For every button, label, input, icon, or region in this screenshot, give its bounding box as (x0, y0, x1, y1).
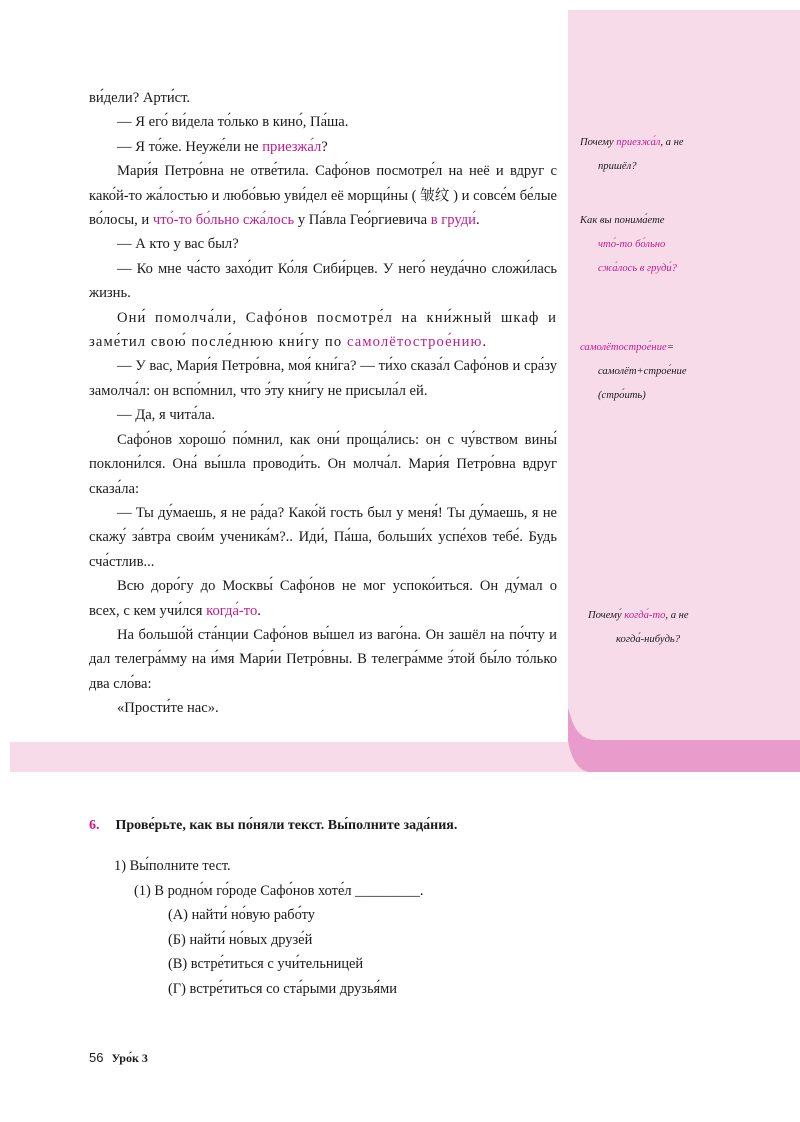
page-footer (89, 1050, 148, 1066)
note-text: , а не (665, 610, 689, 621)
exercise-questions (114, 854, 423, 1002)
note-line: (стро́ить) (598, 390, 646, 401)
note-line: Как вы понима́ете (580, 215, 665, 226)
margin-note-4 (588, 604, 689, 652)
note-line: когда́-нибудь? (616, 634, 681, 645)
story-text (89, 86, 557, 721)
note-line (580, 131, 684, 155)
answer-option: (А) найти́ но́вую рабо́ту (168, 907, 315, 924)
note-highlight: самолётострое́ние (580, 342, 667, 353)
story-text-run: . (482, 334, 488, 351)
subtask-label: 1) Вы́полните тест. (114, 858, 231, 874)
story-text-run: Всю доро́гу до Москвы́ Сафо́нов не мог успоко́иться. Он ду́мал о всех, с кем учи́лся (89, 578, 557, 619)
note-highlight: что́-то бо́льно (598, 239, 666, 250)
story-line: — А кто у вас был? (117, 236, 239, 253)
highlight-phrase: что́-то бо́льно сжа́лось (152, 212, 295, 229)
story-paragraph: — Ко мне ча́сто захо́дит Ко́ля Сиби́рцев. У него́ неуда́чно сложи́лась жизнь. (89, 260, 557, 302)
story-text-run: ? (321, 138, 328, 155)
note-text: Почему́ (588, 610, 625, 621)
story-line: «Прости́те нас». (117, 700, 219, 717)
highlight-word: самолётострое́нию (347, 334, 483, 351)
note-line (580, 336, 687, 360)
note-line: самолёт+строе́ние (598, 366, 687, 377)
story-text-run: . (475, 212, 480, 229)
margin-note-3 (580, 336, 687, 408)
note-highlight: когда́-то (624, 610, 666, 621)
note-text: = (666, 342, 674, 353)
exercise-heading (89, 818, 457, 834)
highlight-phrase: в груди́ (430, 212, 476, 229)
decorative-band (10, 742, 576, 772)
story-line (89, 135, 557, 159)
story-paragraph: На большо́й ста́нции Сафо́нов вы́шел из ваго́на. Он зашёл на по́чту и дал телегра́мму на и́мя Мари́и Петро́вны. В телегра́мме э́той бы́ло то́лько два сло́ва: (89, 626, 557, 692)
story-paragraph: — Ты ду́маешь, я не ра́да? Како́й гость был у меня́! Ты ду́маешь, я не скажу́ за́втра свои́м ученика́м?.. Иди́, Па́ша, больши́х успе́хов тебе́. Будь сча́стлив... (89, 504, 557, 570)
note-text: Почему (580, 137, 617, 148)
margin-note-1 (580, 131, 684, 179)
story-text-run: Мари́я Петро́вна не отве́тила. Сафо́нов посмотре́л на неё и вдруг с како́й-то жа́лостью и любо́вью уви́дел её морщи́ны ( 皱纹 ) и совсе́м бе́лые во́лосы, и (89, 163, 557, 229)
story-text-run: у Па́вла Гео́ргиевича (294, 212, 431, 229)
page-number: 56 (89, 1050, 104, 1065)
exercise-number: 6. (89, 818, 100, 833)
answer-option: (Б) найти́ но́вых друзе́й (168, 931, 313, 948)
note-line: пришёл? (598, 161, 637, 172)
story-text-run: . (257, 602, 261, 619)
exercise-title: Прове́рьте, как вы по́няли текст. Вы́полните зада́ния. (115, 818, 458, 833)
note-text: , а не (660, 137, 684, 148)
note-highlight: сжа́лось в груди́? (598, 263, 677, 274)
story-paragraph: Сафо́нов хорошо́ по́мнил, как они́ проща́лись: он с чу́вством вины́ поклони́лся. Она́ вы́шла проводи́ть. Он молча́л. Мари́я Петро́вна вдруг сказа́ла: (89, 431, 557, 497)
note-line (588, 604, 689, 628)
story-paragraph (89, 306, 557, 355)
story-text-run: — Я то́же. Неуже́ли не (117, 138, 263, 155)
highlight-word: когда́-то (206, 602, 258, 619)
story-line: — Я его́ ви́дела то́лько в кино́, Па́ша. (117, 114, 349, 131)
story-paragraph (89, 574, 557, 623)
answer-option: (В) встре́титься с учи́тельницей (168, 956, 364, 973)
question-1: (1) В родно́м го́роде Сафо́нов хоте́л _________. (134, 882, 424, 899)
highlight-word: приезжа́л (262, 138, 322, 155)
page-curl-right (568, 700, 800, 772)
story-paragraph (89, 159, 557, 232)
margin-note-2 (580, 209, 677, 281)
story-text-run: Они́ помолча́ли, Сафо́нов посмотре́л на кни́жный шкаф и заме́тил свою́ после́днюю кни́гу по (89, 309, 557, 351)
story-line: — Да, я чита́ла. (117, 407, 216, 424)
story-line: ви́дели? Арти́ст. (89, 90, 191, 106)
lesson-label: Уро́к 3 (111, 1051, 148, 1065)
note-highlight: приезжа́л (616, 137, 661, 148)
answer-option: (Г) встре́титься со ста́рыми друзья́ми (168, 980, 397, 997)
story-paragraph: — У вас, Мари́я Петро́вна, моя́ кни́га? — ти́хо сказа́л Сафо́нов и сра́зу замолча́л: он вспо́мнил, что э́ту кни́гу не присыла́л ей. (89, 358, 557, 399)
